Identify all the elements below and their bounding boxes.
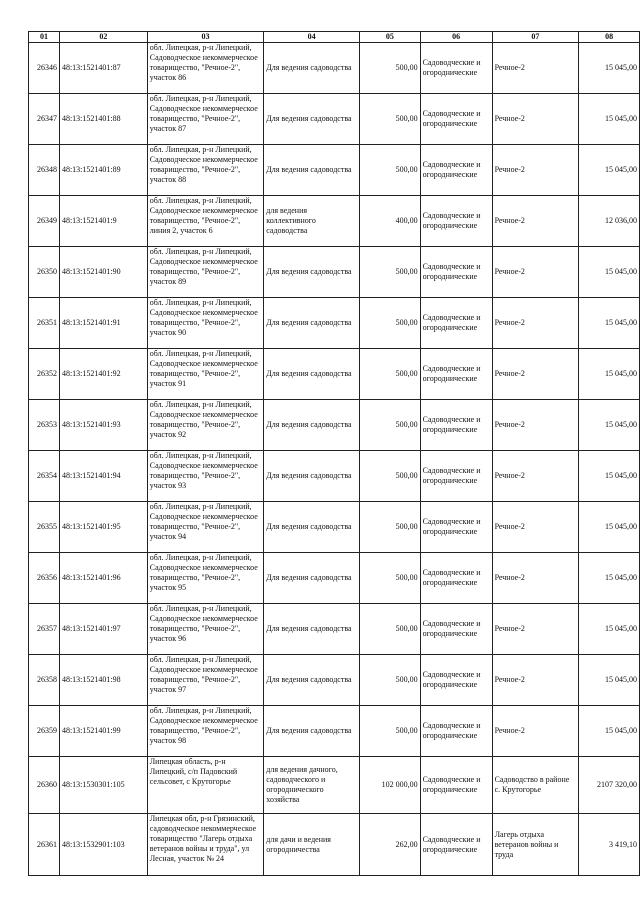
address-cell: обл. Липецкая, р-н Липецкий, Садоводческое некоммерческое товарищество, "Речное-2", участок 88 (147, 145, 264, 196)
permitted-use-cell: Для ведения садоводства (264, 451, 360, 502)
record-number-cell: 26348 (29, 145, 60, 196)
record-number-cell: 26346 (29, 43, 60, 94)
permitted-use-cell: Для ведения садоводства (264, 400, 360, 451)
location-name-cell: Речное-2 (492, 349, 579, 400)
cadastral-value-cell: 15 045,00 (579, 247, 640, 298)
table-row (29, 400, 640, 451)
cadastral-value-cell: 15 045,00 (579, 400, 640, 451)
record-number-cell: 26356 (29, 553, 60, 604)
cadastral-table (28, 31, 640, 876)
cadastral-number-cell: 48:13:1521401:93 (59, 400, 147, 451)
record-number-cell: 26354 (29, 451, 60, 502)
location-name-cell: Речное-2 (492, 94, 579, 145)
area-cell: 400,00 (359, 196, 420, 247)
column-header: 01 (29, 32, 60, 43)
land-category-cell: Садоводческие и огороднические (420, 196, 492, 247)
permitted-use-cell: Для ведения садоводства (264, 502, 360, 553)
permitted-use-cell: Для ведения садоводства (264, 553, 360, 604)
land-category-cell: Садоводческие и огороднические (420, 655, 492, 706)
cadastral-number-cell: 48:13:1532901:103 (59, 814, 147, 876)
area-cell: 500,00 (359, 247, 420, 298)
permitted-use-cell: для ведения дачного, садоводческого и огороднического хозяйства (264, 757, 360, 814)
table-row (29, 94, 640, 145)
record-number-cell: 26352 (29, 349, 60, 400)
land-category-cell: Садоводческие и огороднические (420, 94, 492, 145)
cadastral-number-cell: 48:13:1521401:91 (59, 298, 147, 349)
table-row (29, 706, 640, 757)
area-cell: 500,00 (359, 553, 420, 604)
area-cell: 500,00 (359, 502, 420, 553)
cadastral-value-cell: 15 045,00 (579, 451, 640, 502)
address-cell: Липецкая обл, р-н Грязинский, садоводческое некоммерческое товарищество "Лагерь отдыха ветеранов войны и труда", ул Лесная, участок № 24 (147, 814, 264, 876)
record-number-cell: 26361 (29, 814, 60, 876)
area-cell: 500,00 (359, 349, 420, 400)
area-cell: 102 000,00 (359, 757, 420, 814)
column-header: 06 (420, 32, 492, 43)
record-number-cell: 26357 (29, 604, 60, 655)
cadastral-number-cell: 48:13:1530301:105 (59, 757, 147, 814)
cadastral-number-cell: 48:13:1521401:9 (59, 196, 147, 247)
column-header: 05 (359, 32, 420, 43)
address-cell: обл. Липецкая, р-н Липецкий, Садоводческое некоммерческое товарищество, "Речное-2", участок 87 (147, 94, 264, 145)
permitted-use-cell: Для ведения садоводства (264, 655, 360, 706)
cadastral-value-cell: 2107 320,00 (579, 757, 640, 814)
area-cell: 500,00 (359, 400, 420, 451)
cadastral-value-cell: 15 045,00 (579, 145, 640, 196)
land-category-cell: Садоводческие и огороднические (420, 553, 492, 604)
land-category-cell: Садоводческие и огороднические (420, 43, 492, 94)
table-row (29, 757, 640, 814)
address-cell: обл. Липецкая, р-н Липецкий, Садоводческое некоммерческое товарищество, "Речное-2", участок 90 (147, 298, 264, 349)
permitted-use-cell: Для ведения садоводства (264, 349, 360, 400)
land-category-cell: Садоводческие и огороднические (420, 145, 492, 196)
area-cell: 262,00 (359, 814, 420, 876)
area-cell: 500,00 (359, 706, 420, 757)
cadastral-number-cell: 48:13:1521401:99 (59, 706, 147, 757)
cadastral-value-cell: 3 419,10 (579, 814, 640, 876)
area-cell: 500,00 (359, 451, 420, 502)
record-number-cell: 26353 (29, 400, 60, 451)
land-category-cell: Садоводческие и огороднические (420, 604, 492, 655)
location-name-cell: Речное-2 (492, 145, 579, 196)
cadastral-value-cell: 15 045,00 (579, 298, 640, 349)
cadastral-number-cell: 48:13:1521401:98 (59, 655, 147, 706)
location-name-cell: Речное-2 (492, 43, 579, 94)
land-category-cell: Садоводческие и огороднические (420, 349, 492, 400)
table-row (29, 196, 640, 247)
record-number-cell: 26359 (29, 706, 60, 757)
table-row (29, 145, 640, 196)
record-number-cell: 26360 (29, 757, 60, 814)
table-row (29, 604, 640, 655)
cadastral-value-cell: 15 045,00 (579, 655, 640, 706)
address-cell: обл. Липецкая, р-н Липецкий, Садоводческое некоммерческое товарищество, "Речное-2", участок 91 (147, 349, 264, 400)
record-number-cell: 26358 (29, 655, 60, 706)
table-row (29, 655, 640, 706)
area-cell: 500,00 (359, 655, 420, 706)
cadastral-number-cell: 48:13:1521401:94 (59, 451, 147, 502)
record-number-cell: 26351 (29, 298, 60, 349)
column-header: 04 (264, 32, 360, 43)
table-row (29, 451, 640, 502)
location-name-cell: Речное-2 (492, 604, 579, 655)
area-cell: 500,00 (359, 298, 420, 349)
area-cell: 500,00 (359, 43, 420, 94)
address-cell: Липецкая область, р-н Липецкий, с/п Падовский сельсовет, с Крутогорье (147, 757, 264, 814)
table-row (29, 298, 640, 349)
address-cell: обл. Липецкая, р-н Липецкий, Садоводческое некоммерческое товарищество, "Речное-2", участок 93 (147, 451, 264, 502)
table-row (29, 553, 640, 604)
land-category-cell: Садоводческие и огороднические (420, 757, 492, 814)
cadastral-value-cell: 15 045,00 (579, 502, 640, 553)
record-number-cell: 26350 (29, 247, 60, 298)
permitted-use-cell: Для ведения садоводства (264, 145, 360, 196)
cadastral-value-cell: 15 045,00 (579, 94, 640, 145)
record-number-cell: 26349 (29, 196, 60, 247)
location-name-cell: Речное-2 (492, 553, 579, 604)
location-name-cell: Речное-2 (492, 706, 579, 757)
cadastral-number-cell: 48:13:1521401:90 (59, 247, 147, 298)
cadastral-number-cell: 48:13:1521401:88 (59, 94, 147, 145)
address-cell: обл. Липецкая, р-н Липецкий, Садоводческое некоммерческое товарищество, "Речное-2", участок 86 (147, 43, 264, 94)
permitted-use-cell: Для ведения садоводства (264, 94, 360, 145)
cadastral-number-cell: 48:13:1521401:97 (59, 604, 147, 655)
location-name-cell: Речное-2 (492, 298, 579, 349)
cadastral-number-cell: 48:13:1521401:92 (59, 349, 147, 400)
cadastral-number-cell: 48:13:1521401:95 (59, 502, 147, 553)
location-name-cell: Речное-2 (492, 400, 579, 451)
address-cell: обл. Липецкая, р-н Липецкий, Садоводческое некоммерческое товарищество, "Речное-2", участок 89 (147, 247, 264, 298)
location-name-cell: Речное-2 (492, 451, 579, 502)
land-category-cell: Садоводческие и огороднические (420, 814, 492, 876)
cadastral-number-cell: 48:13:1521401:96 (59, 553, 147, 604)
cadastral-value-cell: 15 045,00 (579, 604, 640, 655)
table-row (29, 814, 640, 876)
land-category-cell: Садоводческие и огороднические (420, 706, 492, 757)
address-cell: обл. Липецкая, р-н Липецкий, Садоводческое некоммерческое товарищество, "Речное-2", участок 98 (147, 706, 264, 757)
location-name-cell: Речное-2 (492, 655, 579, 706)
location-name-cell: Речное-2 (492, 502, 579, 553)
land-category-cell: Садоводческие и огороднические (420, 247, 492, 298)
cadastral-value-cell: 15 045,00 (579, 43, 640, 94)
location-name-cell: Садоводство в районе с. Крутогорье (492, 757, 579, 814)
land-category-cell: Садоводческие и огороднические (420, 298, 492, 349)
column-header: 03 (147, 32, 264, 43)
permitted-use-cell: Для ведения садоводства (264, 706, 360, 757)
cadastral-number-cell: 48:13:1521401:89 (59, 145, 147, 196)
permitted-use-cell: для дачи и ведения огородничества (264, 814, 360, 876)
table-row (29, 502, 640, 553)
table-row (29, 349, 640, 400)
address-cell: обл. Липецкая, р-н Липецкий, Садоводческое некоммерческое товарищество, "Речное-2", участок 97 (147, 655, 264, 706)
permitted-use-cell: Для ведения садоводства (264, 247, 360, 298)
header-row (29, 32, 640, 43)
permitted-use-cell: для ведения коллективного садоводства (264, 196, 360, 247)
table-row (29, 43, 640, 94)
location-name-cell: Речное-2 (492, 196, 579, 247)
record-number-cell: 26347 (29, 94, 60, 145)
permitted-use-cell: Для ведения садоводства (264, 298, 360, 349)
cadastral-value-cell: 12 036,00 (579, 196, 640, 247)
column-header: 07 (492, 32, 579, 43)
permitted-use-cell: Для ведения садоводства (264, 604, 360, 655)
cadastral-value-cell: 15 045,00 (579, 706, 640, 757)
land-category-cell: Садоводческие и огороднические (420, 400, 492, 451)
address-cell: обл. Липецкая, р-н Липецкий, Садоводческое некоммерческое товарищество, "Речное-2", участок 96 (147, 604, 264, 655)
cadastral-value-cell: 15 045,00 (579, 349, 640, 400)
address-cell: обл. Липецкая, р-н Липецкий, Садоводческое некоммерческое товарищество, "Речное-2", участок 94 (147, 502, 264, 553)
column-header: 08 (579, 32, 640, 43)
cadastral-value-cell: 15 045,00 (579, 553, 640, 604)
record-number-cell: 26355 (29, 502, 60, 553)
area-cell: 500,00 (359, 145, 420, 196)
cadastral-number-cell: 48:13:1521401:87 (59, 43, 147, 94)
location-name-cell: Речное-2 (492, 247, 579, 298)
location-name-cell: Лагерь отдыха ветеранов войны и труда (492, 814, 579, 876)
address-cell: обл. Липецкая, р-н Липецкий, Садоводческое некоммерческое товарищество, "Речное-2", участок 95 (147, 553, 264, 604)
table-body (29, 43, 640, 876)
land-category-cell: Садоводческие и огороднические (420, 502, 492, 553)
area-cell: 500,00 (359, 604, 420, 655)
table-row (29, 247, 640, 298)
column-header: 02 (59, 32, 147, 43)
address-cell: обл. Липецкая, р-н Липецкий, Садоводческое некоммерческое товарищество, "Речное-2", линия 2, участок 6 (147, 196, 264, 247)
land-category-cell: Садоводческие и огороднические (420, 451, 492, 502)
area-cell: 500,00 (359, 94, 420, 145)
permitted-use-cell: Для ведения садоводства (264, 43, 360, 94)
address-cell: обл. Липецкая, р-н Липецкий, Садоводческое некоммерческое товарищество, "Речное-2", участок 92 (147, 400, 264, 451)
